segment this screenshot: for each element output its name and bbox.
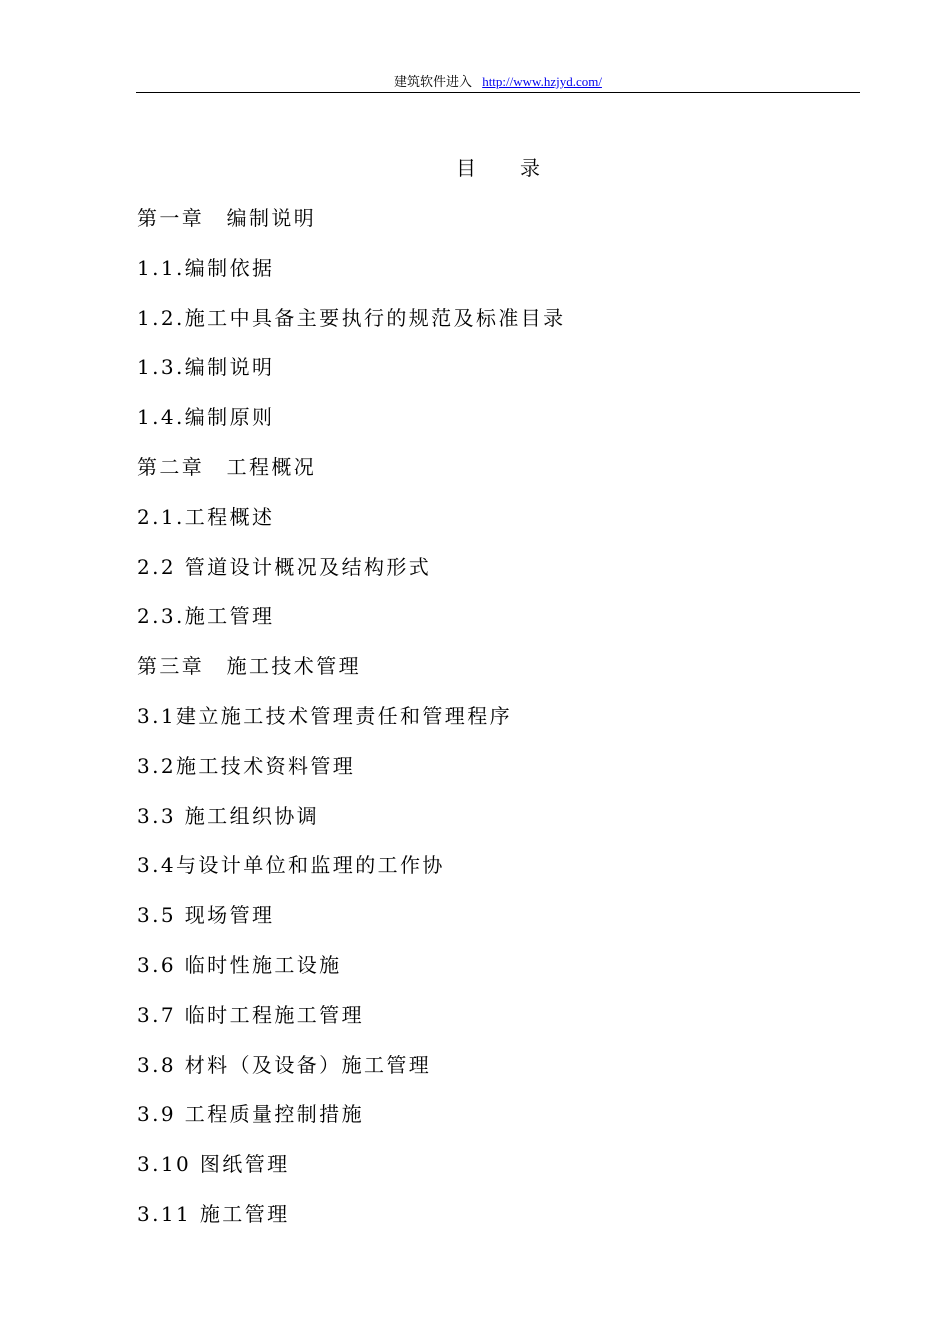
toc-item-1-3: 1.3.编制说明 xyxy=(137,355,275,380)
toc-item-3-1: 3.1建立施工技术管理责任和管理程序 xyxy=(137,703,513,728)
toc-item-chapter-1: 第一章 编制说明 xyxy=(137,206,317,230)
toc-title: 目录 xyxy=(456,156,584,180)
toc-item-3-11: 3.11 施工管理 xyxy=(137,1201,290,1226)
toc-item-1-1: 1.1.编制依据 xyxy=(137,255,275,280)
toc-item-3-8: 3.8 材料（及设备）施工管理 xyxy=(137,1052,432,1077)
toc-item-2-1: 2.1.工程概述 xyxy=(137,504,275,529)
header-divider xyxy=(136,92,860,93)
toc-item-1-2: 1.2.施工中具备主要执行的规范及标准目录 xyxy=(137,305,566,330)
toc-item-2-3: 2.3.施工管理 xyxy=(137,604,275,629)
toc-item-3-10: 3.10 图纸管理 xyxy=(137,1152,290,1177)
header-prefix: 建筑软件进入 xyxy=(394,75,473,90)
page-header xyxy=(136,72,860,92)
toc-item-chapter-3: 第三章 施工技术管理 xyxy=(137,654,361,679)
toc-item-1-4: 1.4.编制原则 xyxy=(137,405,275,430)
website-link[interactable]: http://www.hzjyd.com/ xyxy=(482,74,602,89)
toc-list xyxy=(137,204,566,1250)
toc-item-3-5: 3.5 现场管理 xyxy=(137,903,275,928)
toc-item-2-2: 2.2 管道设计概况及结构形式 xyxy=(137,554,432,579)
toc-item-3-2: 3.2施工技术资料管理 xyxy=(137,753,356,778)
toc-item-3-9: 3.9 工程质量控制措施 xyxy=(137,1102,364,1127)
toc-item-3-7: 3.7 临时工程施工管理 xyxy=(137,1002,364,1027)
toc-item-chapter-2: 第二章 工程概况 xyxy=(137,454,317,479)
toc-item-3-6: 3.6 临时性施工设施 xyxy=(137,952,342,977)
toc-item-3-3: 3.3 施工组织协调 xyxy=(137,803,320,828)
toc-item-3-4: 3.4与设计单位和监理的工作协 xyxy=(137,853,445,878)
